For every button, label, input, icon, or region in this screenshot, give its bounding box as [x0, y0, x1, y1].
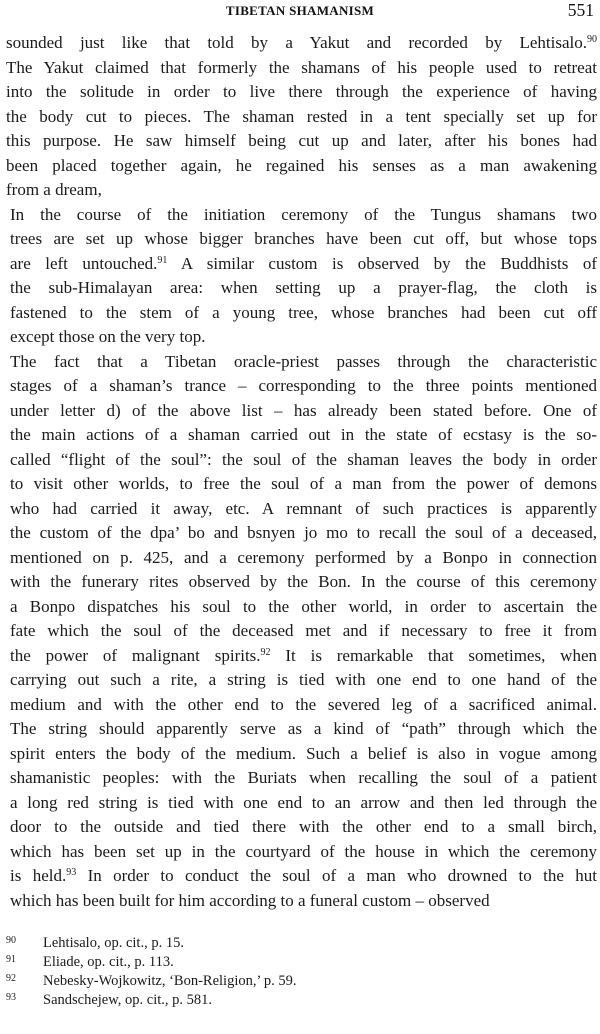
- text-line: [6, 178, 597, 203]
- footnote-text: Sandschejew, op. cit., p. 581.: [43, 992, 213, 1008]
- footnote-reference: 92: [260, 646, 271, 658]
- footnote-number: 93: [6, 992, 16, 1003]
- text-segment: into the solitude in order to live there through the experience of having: [6, 82, 597, 101]
- text-line: [6, 766, 597, 791]
- text-line: [6, 840, 597, 865]
- text-line: [6, 227, 597, 252]
- text-line: [6, 864, 597, 889]
- text-line: [6, 668, 597, 693]
- text-line: [6, 497, 597, 522]
- text-segment: the main actions of a shaman carried out in the state of ecstasy is the so-: [10, 425, 597, 444]
- footnote-number: 91: [6, 954, 16, 965]
- text-segment: A similar custom is observed by the Buddhists of: [167, 253, 597, 273]
- text-line: [6, 31, 597, 56]
- footnote-text: Eliade, op. cit., p. 113.: [43, 954, 174, 970]
- text-line: [6, 301, 597, 326]
- text-segment: this purpose. He saw himself being cut up and later, after his bones had: [6, 131, 597, 150]
- footnote: [6, 953, 597, 972]
- footnote: [6, 991, 597, 1010]
- footnote-reference: 90: [587, 34, 597, 45]
- text-segment: called “flight of the soul”: the soul of the shaman leaves the body in order: [10, 449, 597, 469]
- text-line: [6, 595, 597, 620]
- text-line: [6, 472, 597, 497]
- text-segment: a long red string is tied with one end to an arrow and then led through the: [10, 792, 597, 812]
- text-line: [6, 889, 597, 914]
- text-segment: trees are set up whose bigger branches have been cut off, but whose tops: [10, 229, 597, 248]
- text-segment: from a dream,: [6, 180, 102, 199]
- text-segment: mentioned on p. 425, and a ceremony performed by a Bonpo in connection: [10, 547, 597, 567]
- text-segment: The Yakut claimed that formerly the shamans of his people used to retreat: [6, 57, 597, 77]
- text-segment: with the funerary rites observed by the Bon. In the course of this ceremony: [10, 572, 597, 591]
- text-segment: medium and with the other end to the severed leg of a sacrificed animal.: [10, 694, 597, 714]
- footnote-reference: 93: [66, 867, 77, 878]
- text-segment: to visit other worlds, to free the soul of a man from the power of demons: [10, 474, 597, 493]
- text-segment: except those on the very top.: [10, 327, 206, 346]
- page-number: 551: [567, 0, 594, 20]
- footnote-number: 92: [6, 973, 16, 984]
- text-segment: The fact that a Tibetan oracle-priest passes through the characteristic: [10, 351, 597, 371]
- text-line: [6, 350, 597, 375]
- footnote: [6, 934, 597, 953]
- text-line: [6, 80, 597, 105]
- text-segment: The string should apparently serve as a kind of “path” through which the: [10, 719, 597, 738]
- footnote-text: Lehtisalo, op. cit., p. 15.: [43, 935, 184, 951]
- text-line: [6, 619, 597, 644]
- text-segment: carrying out such a rite, a string is tied with one end to one hand of the: [10, 670, 597, 689]
- text-segment: which has been built for him according to a funeral custom – observed: [10, 890, 490, 910]
- paragraph: [6, 31, 597, 203]
- footnotes: [6, 934, 597, 1010]
- text-line: [6, 717, 597, 742]
- text-segment: under letter d) of the above list – has already been stated before. One of: [10, 400, 597, 420]
- text-segment: a Bonpo dispatches his soul to the other world, in order to ascertain the: [10, 596, 597, 616]
- paragraph: [6, 350, 597, 914]
- footnote-number: 90: [6, 935, 16, 946]
- text-line: [6, 203, 597, 228]
- text-segment: In the course of the initiation ceremony of the Tungus shamans two: [10, 204, 597, 224]
- text-line: [6, 252, 597, 277]
- text-segment: the body cut to pieces. The shaman rested in a tent specially set up for: [6, 106, 597, 126]
- text-line: [6, 399, 597, 424]
- text-segment: the sub-Himalayan area: when setting up a prayer-flag, the cloth is: [10, 278, 597, 297]
- text-segment: been placed together again, he regained his senses as a man awakening: [6, 155, 597, 175]
- text-line: [6, 521, 597, 546]
- text-line: [6, 154, 597, 179]
- text-segment: In order to conduct the soul of a man who drowned to the hut: [76, 866, 598, 885]
- text-line: [6, 325, 597, 350]
- text-line: [6, 374, 597, 399]
- text-line: [6, 742, 597, 767]
- text-segment: shamanistic peoples: with the Buriats when recalling the soul of a patient: [10, 768, 597, 787]
- text-line: [6, 56, 597, 81]
- text-segment: It is remarkable that sometimes, when: [270, 645, 597, 665]
- running-head-title: TIBETAN SHAMANISM: [225, 3, 375, 18]
- text-line: [6, 546, 597, 571]
- text-segment: the custom of the dpa’ bo and bsnyen jo mo to recall the soul of a deceased,: [10, 523, 597, 542]
- text-segment: fastened to the stem of a young tree, whose branches had been cut off: [10, 302, 597, 322]
- text-line: [6, 448, 597, 473]
- text-line: [6, 791, 597, 816]
- text-line: [6, 129, 597, 154]
- text-line: [6, 570, 597, 595]
- running-head: [0, 0, 600, 28]
- footnote-reference: 91: [157, 254, 168, 266]
- text-line: [6, 276, 597, 301]
- footnote: [6, 972, 597, 991]
- body-text: [6, 31, 597, 913]
- paragraph: [6, 203, 597, 350]
- text-segment: fate which the soul of the deceased met and if necessary to free it from: [10, 621, 597, 640]
- text-segment: the power of malignant spirits.: [10, 645, 261, 665]
- text-line: [6, 815, 597, 840]
- text-segment: are left untouched.: [10, 253, 158, 273]
- text-line: [6, 644, 597, 669]
- text-segment: door to the outside and tied there with the other end to a small birch,: [10, 817, 597, 836]
- text-segment: stages of a shaman’s trance – corresponding to the three points mentioned: [10, 376, 597, 395]
- text-segment: spirit enters the body of the medium. Such a belief is also in vogue among: [10, 743, 597, 763]
- text-segment: which has been set up in the courtyard of the house in which the ceremony: [10, 841, 597, 861]
- footnote-text: Nebesky-Wojkowitz, ‘Bon-Religion,’ p. 59.: [43, 973, 297, 989]
- text-segment: is held.: [10, 866, 67, 885]
- text-segment: sounded just like that told by a Yakut and recorded by Lehtisalo.: [6, 33, 587, 52]
- text-line: [6, 423, 597, 448]
- text-line: [6, 693, 597, 718]
- text-line: [6, 105, 597, 130]
- text-segment: who had carried it away, etc. A remnant of such practices is apparently: [10, 498, 597, 518]
